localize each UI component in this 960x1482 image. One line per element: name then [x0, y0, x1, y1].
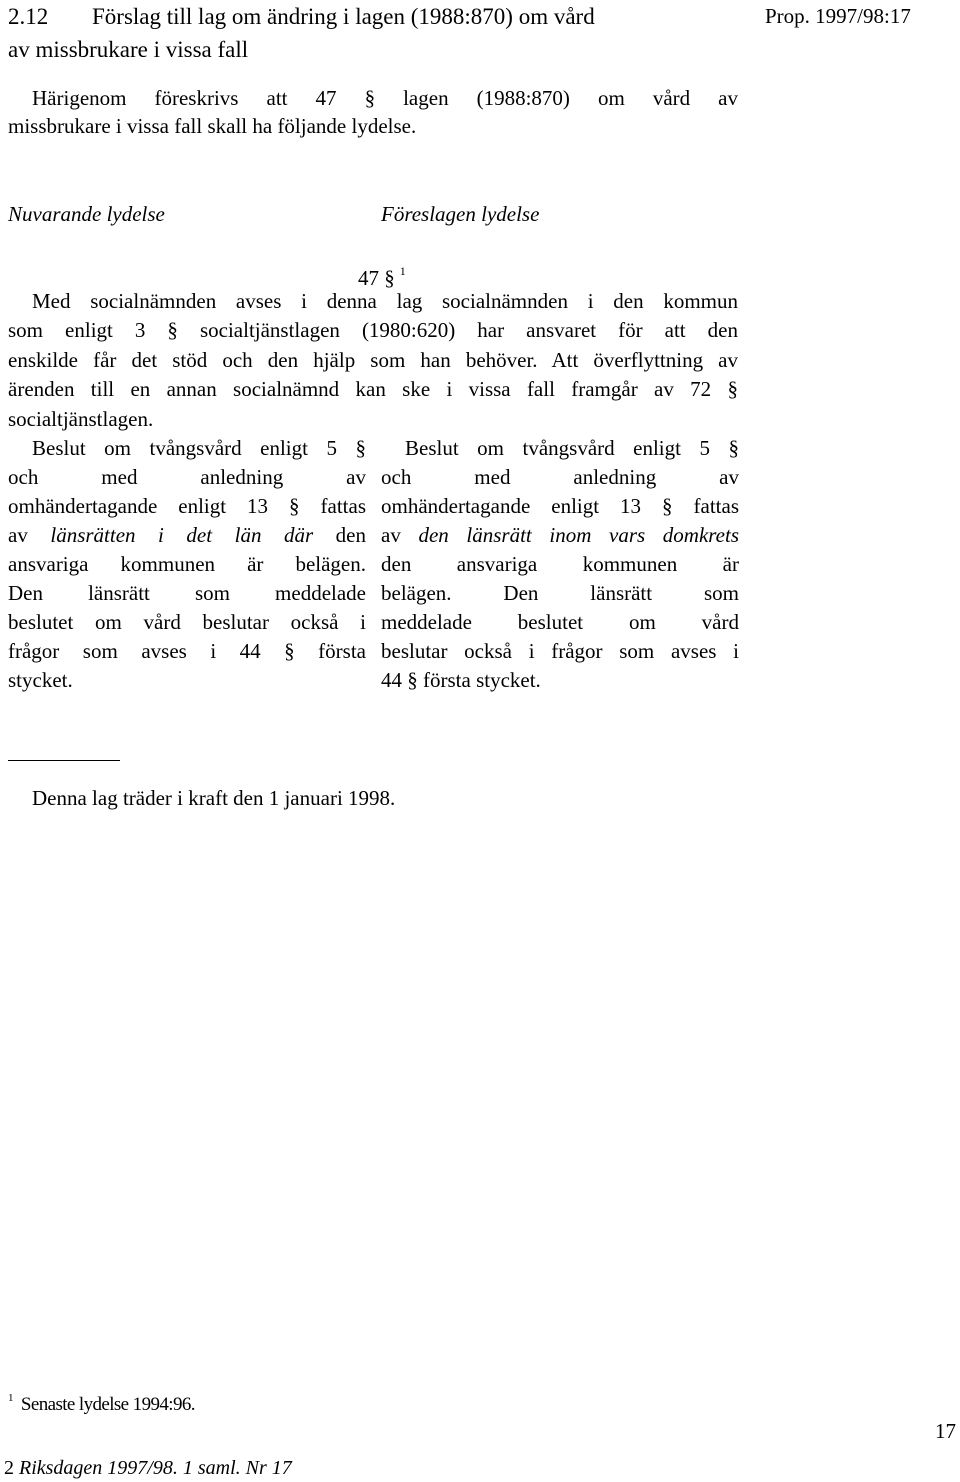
column-line: ansvariga kommunen är belägen. [8, 552, 366, 576]
footer-text: Riksdagen 1997/98. 1 saml. Nr 17 [19, 1457, 292, 1479]
footnote [8, 1384, 195, 1419]
column-line: 44 § första stycket. [381, 668, 541, 692]
common-paragraph [8, 287, 738, 434]
paragraph-line: ärenden till en annan socialnämnd kan ske i vissa fall framgår av 72 § [8, 377, 738, 402]
heading-number: 2.12 [8, 4, 49, 29]
column-line: och med anledning av [381, 465, 739, 489]
column-line: beslutar också i frågor som avses i [381, 639, 739, 663]
column-line: belägen. Den länsrätt som [381, 581, 739, 605]
proposed-wording-column [381, 434, 739, 695]
section-label: 47 § [358, 266, 395, 290]
paragraph-line: socialtjänstlagen. [8, 406, 154, 431]
column-line: den ansvariga kommunen är [381, 552, 739, 576]
intro-line-1: Härigenom föreskrivs att 47 § lagen (1988:870) om vård av [32, 86, 738, 110]
current-wording-column [8, 434, 366, 695]
left-column-header: Nuvarande lydelse [8, 202, 165, 226]
footnote-reference: 1 [399, 264, 406, 278]
proposition-reference: Prop. 1997/98:17 [765, 4, 911, 28]
separator-line [8, 760, 120, 761]
text-fragment: av [8, 523, 28, 547]
column-line: frågor som avses i 44 § första [8, 639, 366, 663]
footnote-text: Senaste lydelse 1994:96. [20, 1394, 195, 1415]
column-line [381, 521, 739, 550]
column-line: Beslut om tvångsvård enligt 5 § [32, 436, 366, 460]
emphasized-text: den länsrätt inom vars domkrets [418, 523, 739, 547]
document-heading [8, 0, 728, 66]
column-line: omhändertagande enligt 13 § fattas [8, 494, 366, 518]
heading-line-1 [8, 0, 728, 33]
column-line [8, 521, 366, 550]
page-footer [4, 1454, 292, 1482]
text-fragment: av [381, 523, 401, 547]
paragraph-line: som enligt 3 § socialtjänstlagen (1980:620) har ansvaret för att den [8, 318, 738, 343]
column-line: och med anledning av [8, 465, 366, 489]
paragraph-line: Med socialnämnden avses i denna lag socialnämnden i den kommun [32, 289, 738, 313]
paragraph-line: enskilde får det stöd och den hjälp som han behöver. Att överflyttning av [8, 347, 738, 372]
column-line: Den länsrätt som meddelade [8, 581, 366, 605]
intro-text [8, 84, 738, 140]
heading-title-2: av missbrukare i vissa fall [8, 37, 249, 62]
entry-into-force: Denna lag träder i kraft den 1 januari 1998. [32, 786, 396, 810]
column-line: stycket. [8, 668, 73, 692]
page-number: 17 [935, 1419, 956, 1443]
emphasized-text: länsrätten i det län där [50, 523, 314, 547]
footnote-number: 1 [8, 1392, 13, 1404]
heading-title-1: Förslag till lag om ändring i lagen (1988:870) om vård [92, 4, 595, 29]
column-line: beslutet om vård beslutar också i [8, 610, 366, 634]
column-line: omhändertagande enligt 13 § fattas [381, 494, 739, 518]
column-line: Beslut om tvångsvård enligt 5 § [405, 436, 739, 460]
right-column-header: Föreslagen lydelse [381, 202, 540, 226]
text-fragment: den [335, 523, 366, 547]
column-line: meddelade beslutet om vård [381, 610, 739, 634]
intro-line-2: missbrukare i vissa fall skall ha följande lydelse. [8, 114, 417, 138]
footer-number: 2 [4, 1457, 14, 1479]
